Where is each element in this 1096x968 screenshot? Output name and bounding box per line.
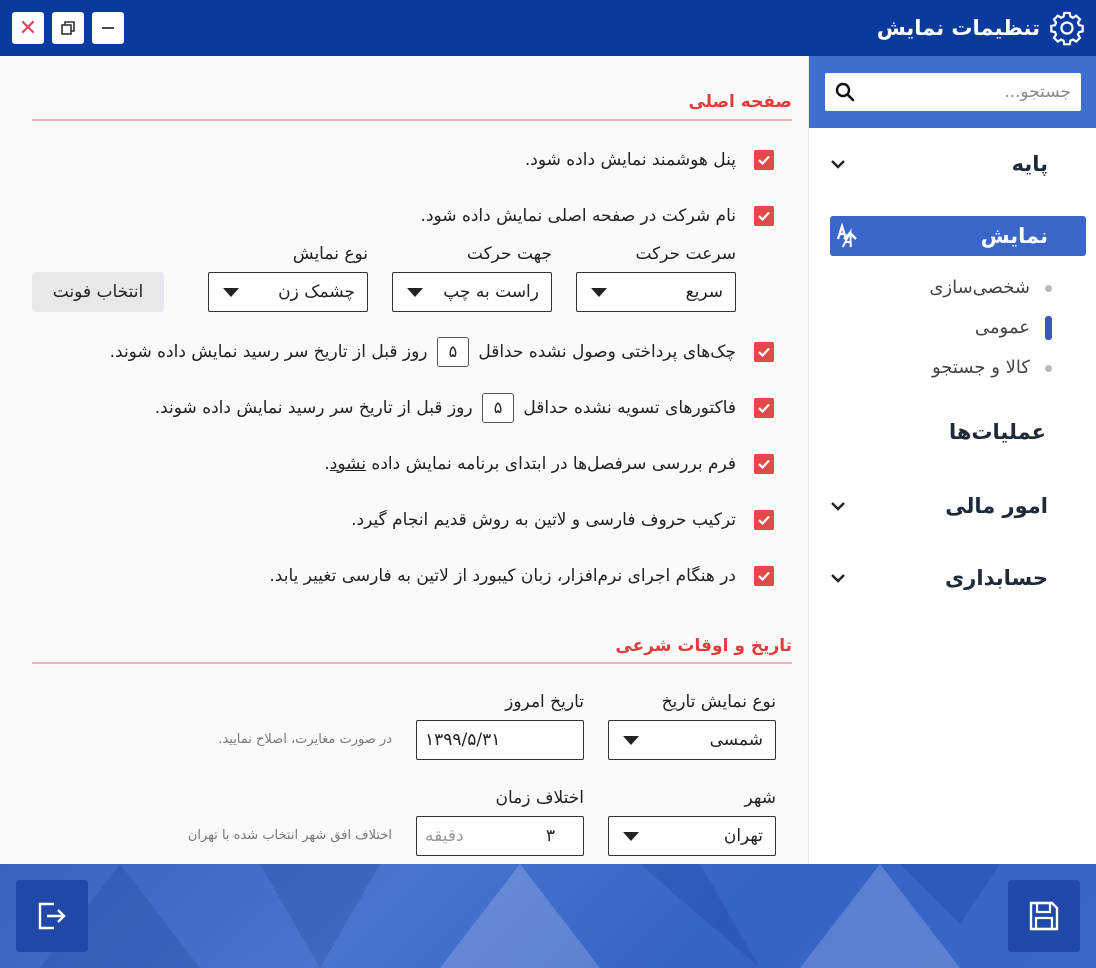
sidebar-item-label: امور مالی (945, 494, 1048, 518)
speed-select[interactable] (576, 272, 736, 312)
dropdown-arrow-icon (407, 288, 423, 297)
cheques-prefix: چک‌های پرداختی وصول نشده حداقل (478, 342, 736, 362)
chevron-up-icon (840, 226, 860, 246)
checkmark-icon (757, 153, 771, 167)
checkbox[interactable] (754, 510, 774, 530)
display-type-select[interactable] (208, 272, 368, 312)
check-cheques (110, 336, 774, 368)
footer-pattern (0, 864, 1096, 968)
dropdown-arrow-icon (591, 288, 607, 297)
search-box[interactable] (825, 73, 1081, 111)
cheques-days-input[interactable]: ۵ (437, 337, 469, 367)
check-label: پنل هوشمند نمایش داده شود. (524, 150, 736, 170)
restore-icon (60, 20, 76, 36)
check-label: ترکیب حروف فارسی و لاتین به روش قدیم انجام گیرد. (351, 510, 736, 530)
section-title-date: تاریخ و اوقات شرعی (615, 636, 792, 656)
check-label-end: . (324, 454, 330, 474)
search-input[interactable] (861, 73, 1071, 111)
bullet-dot (1045, 365, 1052, 372)
city-select[interactable] (608, 816, 776, 856)
check-label (155, 393, 736, 423)
dropdown-arrow-icon (223, 288, 239, 297)
cheques-suffix: روز قبل از تاریخ سر رسید نمایش داده شوند. (109, 342, 428, 362)
display-type-label: نوع نمایش (292, 244, 368, 264)
today-hint: در صورت مغایرت، اصلاح نمایید. (218, 732, 392, 747)
checkbox[interactable] (754, 454, 774, 474)
check-label-part: فرم بررسی سرفصل‌ها در ابتدای برنامه نمایش داده (366, 454, 736, 474)
checkmark-icon (757, 513, 771, 527)
checkmark-icon (757, 569, 771, 583)
date-type-value: شمسی (709, 730, 763, 750)
today-label: تاریخ امروز (505, 692, 584, 712)
title-bar (0, 0, 1096, 56)
checkbox[interactable] (754, 150, 774, 170)
section-divider (32, 662, 792, 664)
direction-value: راست به چپ (443, 282, 539, 302)
offset-value: ۳ (545, 826, 555, 846)
check-keyboard-lang (269, 560, 774, 592)
checkbox[interactable] (754, 206, 774, 226)
check-company-name (421, 200, 774, 232)
save-button[interactable] (1008, 880, 1080, 952)
choose-font-button[interactable]: انتخاب فونت (32, 272, 164, 312)
date-type-select[interactable] (608, 720, 776, 760)
sidebar-item-label: نمایش (980, 224, 1048, 248)
direction-label: جهت حرکت (466, 244, 552, 264)
checkmark-icon (757, 345, 771, 359)
check-invoices (155, 392, 774, 424)
chevron-down-icon (828, 496, 848, 516)
checkbox[interactable] (754, 342, 774, 362)
section-title-main-page: صفحه اصلی (688, 92, 792, 112)
close-icon: ✕ (18, 15, 38, 41)
sidebar-subitem-label: عمومی (974, 317, 1030, 338)
city-value: تهران (723, 826, 763, 846)
sidebar-item-base[interactable] (808, 144, 1096, 184)
gear-icon (1048, 9, 1086, 47)
invoices-days-input[interactable]: ۵ (482, 393, 514, 423)
offset-label: اختلاف زمان (495, 788, 584, 808)
footer-bar (0, 864, 1096, 968)
restore-button[interactable] (52, 12, 84, 44)
sidebar-subitem-label: کالا و جستجو (932, 357, 1030, 378)
today-input[interactable] (416, 720, 584, 760)
bullet-dot (1045, 285, 1052, 292)
check-label (110, 337, 736, 367)
checkmark-icon (757, 209, 771, 223)
offset-input[interactable] (416, 816, 584, 856)
search-icon[interactable] (833, 80, 857, 104)
selected-indicator (1045, 316, 1052, 340)
exit-icon (34, 898, 70, 934)
main-content (0, 56, 808, 864)
window-title: تنظیمات نمایش (876, 16, 1040, 40)
chevron-down-icon (828, 154, 848, 174)
sidebar-item-display[interactable] (830, 216, 1086, 256)
sidebar-item-finance[interactable] (808, 486, 1096, 526)
sidebar-subitem-goods-search[interactable] (808, 350, 1096, 386)
checkbox[interactable] (754, 398, 774, 418)
checkmark-icon (757, 457, 771, 471)
offset-hint: اختلاف افق شهر انتخاب شده با تهران (187, 828, 392, 843)
invoices-prefix: فاکتورهای تسویه نشده حداقل (523, 398, 736, 418)
search-area (809, 56, 1096, 128)
display-type-value: چشمک زن (278, 282, 355, 302)
save-icon (1026, 898, 1062, 934)
sidebar-subitem-personalization[interactable] (808, 270, 1096, 306)
close-button[interactable] (12, 12, 44, 44)
date-type-label: نوع نمایش تاریخ (661, 692, 776, 712)
check-smart-panel (525, 144, 774, 176)
speed-value: سریع (685, 282, 723, 302)
sidebar-item-label: حسابداری (945, 566, 1048, 590)
sidebar-item-label: پایه (1011, 152, 1048, 176)
sidebar-subitem-label: شخصی‌سازی (929, 277, 1030, 298)
check-label: در هنگام اجرای نرم‌افزار، زبان کیبورد از لاتین به فارسی تغییر یابد. (269, 566, 736, 586)
check-label: نام شرکت در صفحه اصلی نمایش داده شود. (420, 206, 736, 226)
today-value: ۱۳۹۹/۵/۳۱ (425, 730, 501, 750)
dropdown-arrow-icon (623, 736, 639, 745)
chevron-down-icon (828, 568, 848, 588)
sidebar-item-label: عملیات‌ها (948, 420, 1046, 444)
city-label: شهر (744, 788, 776, 808)
minimize-icon (101, 21, 115, 35)
check-headings-form (324, 448, 774, 480)
sidebar (808, 56, 1096, 864)
sidebar-subitem-general[interactable] (808, 310, 1096, 346)
section-divider (32, 119, 792, 121)
minimize-button[interactable] (92, 12, 124, 44)
sidebar-item-operations[interactable] (808, 412, 1096, 452)
check-label (324, 454, 736, 474)
check-label-underlined: نشود (329, 454, 367, 474)
speed-label: سرعت حرکت (635, 244, 736, 264)
direction-select[interactable] (392, 272, 552, 312)
check-letter-combine (351, 504, 774, 536)
offset-unit: دقیقه (425, 826, 464, 846)
invoices-suffix: روز قبل از تاریخ سر رسید نمایش داده شوند. (154, 398, 473, 418)
checkmark-icon (757, 401, 771, 415)
checkbox[interactable] (754, 566, 774, 586)
sidebar-item-accounting[interactable] (808, 558, 1096, 598)
dropdown-arrow-icon (623, 832, 639, 841)
exit-button[interactable] (16, 880, 88, 952)
